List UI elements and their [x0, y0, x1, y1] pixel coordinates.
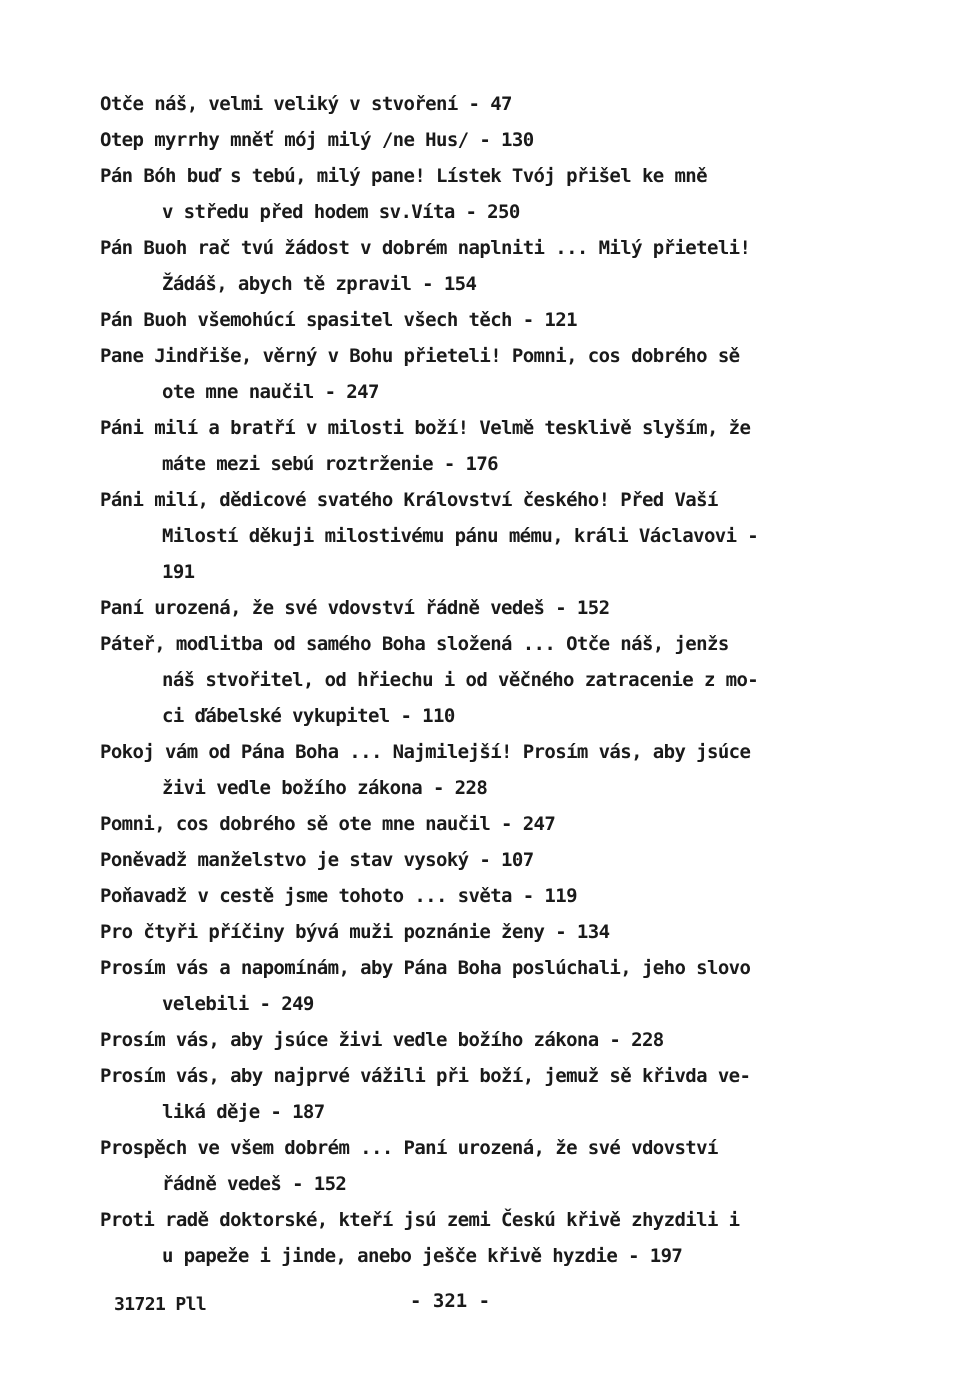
entry-continuation-line: Milostí děkuji milostivému pánu mému, králi Václavovi -: [162, 525, 759, 547]
entry-first-line: Pán Buoh všemohúcí spasitel všech těch - 121: [100, 309, 577, 331]
entry-first-line: Otep myrrhy mněť mój milý /ne Hus/ - 130: [100, 129, 534, 151]
index-entry: [100, 626, 860, 734]
index-entries: [100, 86, 860, 1274]
page-number: - 321 -: [410, 1290, 491, 1312]
footer-print-code: 31721 Pll: [114, 1294, 207, 1315]
entry-continuation-line: ci ďábelské vykupitel - 110: [162, 705, 455, 727]
entry-first-line: Pomni, cos dobrého sě ote mne naučil - 247: [100, 813, 556, 835]
index-entry: [100, 482, 860, 590]
index-entry: [100, 590, 860, 626]
entry-continuation-line: živi vedle božího zákona - 228: [162, 777, 488, 799]
index-entry: [100, 1022, 860, 1058]
entry-first-line: Pán Bóh buď s tebú, milý pane! Lístek Tvój přišel ke mně: [100, 165, 707, 187]
entry-continuation-line: náš stvořitel, od hřiechu i od věčného zatracenie z mo-: [162, 669, 759, 691]
entry-first-line: Pro čtyři příčiny bývá muži poznánie ženy - 134: [100, 921, 610, 943]
index-entry: [100, 914, 860, 950]
entry-continuation-line: ote mne naučil - 247: [162, 381, 379, 403]
index-entry: [100, 734, 860, 806]
index-entry: [100, 230, 860, 302]
entry-continuation-line: řádně vedeš - 152: [162, 1173, 347, 1195]
index-entry: [100, 950, 860, 1022]
entry-continuation-line: 191: [162, 561, 195, 583]
entry-continuation-line: u papeže i jinde, anebo ješče křivě hyzdie - 197: [162, 1245, 683, 1267]
entry-first-line: Poňavadž v cestě jsme tohoto ... světa - 119: [100, 885, 577, 907]
entry-continuation-line: v středu před hodem sv.Víta - 250: [162, 201, 520, 223]
entry-first-line: Prosím vás, aby najprvé vážili při boží, jemuž sě křivda ve-: [100, 1065, 751, 1087]
entry-first-line: Pán Buoh rač tvú žádost v dobrém naplniti ... Milý přieteli!: [100, 237, 751, 259]
entry-continuation-line: liká děje - 187: [162, 1101, 325, 1123]
index-entry: [100, 842, 860, 878]
entry-first-line: Otče náš, velmi veliký v stvoření - 47: [100, 93, 512, 115]
index-entry: [100, 338, 860, 410]
index-entry: [100, 1058, 860, 1130]
entry-first-line: Prospěch ve všem dobrém ... Paní urozená, že své vdovství: [100, 1137, 718, 1159]
entry-first-line: Páteř, modlitba od samého Boha složená ... Otče náš, jenžs: [100, 633, 729, 655]
index-entry: [100, 878, 860, 914]
entry-first-line: Paní urozená, že své vdovství řádně vedeš - 152: [100, 597, 610, 619]
entry-first-line: Poněvadž manželstvo je stav vysoký - 107: [100, 849, 534, 871]
entry-continuation-line: máte mezi sebú roztrženie - 176: [162, 453, 499, 475]
index-entry: [100, 1202, 860, 1274]
index-entry: [100, 410, 860, 482]
entry-continuation-line: Žádáš, abych tě zpravil - 154: [162, 273, 477, 295]
index-entry: [100, 302, 860, 338]
index-entry: [100, 158, 860, 230]
entry-first-line: Prosím vás, aby jsúce živi vedle božího zákona - 228: [100, 1029, 664, 1051]
entry-first-line: Pane Jindřiše, věrný v Bohu přieteli! Pomni, cos dobrého sě: [100, 345, 740, 367]
entry-first-line: Proti radě doktorské, kteří jsú zemi Českú křivě zhyzdili i: [100, 1209, 740, 1231]
index-entry: [100, 86, 860, 122]
entry-first-line: Prosím vás a napomínám, aby Pána Boha poslúchali, jeho slovo: [100, 957, 751, 979]
index-entry: [100, 1130, 860, 1202]
index-entry: [100, 806, 860, 842]
entry-continuation-line: velebili - 249: [162, 993, 314, 1015]
entry-first-line: Páni milí a bratří v milosti boží! Velmě tesklivě slyším, že: [100, 417, 751, 439]
entry-first-line: Pokoj vám od Pána Boha ... Najmilejší! Prosím vás, aby jsúce: [100, 741, 751, 763]
entry-first-line: Páni milí, dědicové svatého Království českého! Před Vaší: [100, 489, 718, 511]
index-entry: [100, 122, 860, 158]
